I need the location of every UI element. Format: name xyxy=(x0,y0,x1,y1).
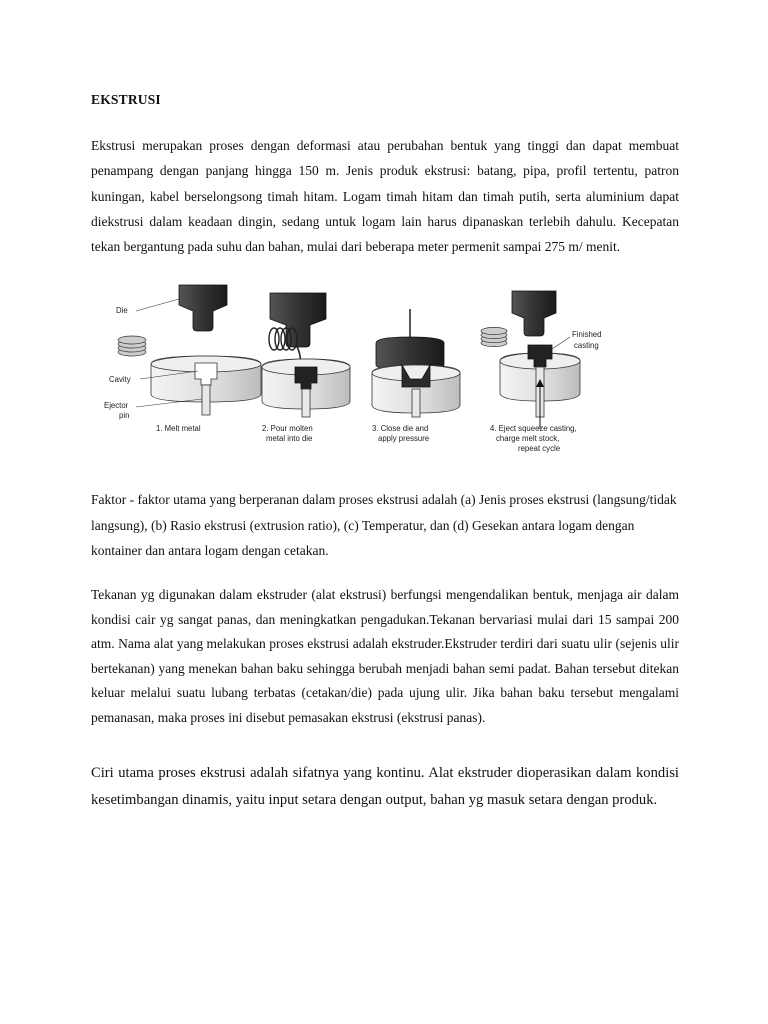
paragraph-intro: Ekstrusi merupakan proses dengan deformasi atau perubahan bentuk yang tinggi dan dapat membuat penampang dengan panjang hingga 150 m. Jenis produk ekstrusi: batang, pipa, profil tertentu, patron kuningan, kabel berselongsong timah hitam. Logam timah hitam dan timah putih, serta aluminium dapat diekstrusi dalam keadaan dingin, sedang untuk logam lain harus dipanaskan terlebih dahulu. Kecepatan tekan bergantung pada suhu dan bahan, mulai dari beberapa meter permenit sampai 275 m/ menit. xyxy=(91,138,679,255)
step-3-caption-line1: 3. Close die and xyxy=(372,424,429,433)
label-finished-line2: casting xyxy=(574,341,599,350)
label-die: Die xyxy=(116,306,128,315)
document-title: EKSTRUSI xyxy=(91,92,161,107)
stage-4-diagram xyxy=(481,291,580,429)
stage-2-diagram xyxy=(262,293,350,417)
label-ejector-line2: pin xyxy=(119,411,130,420)
paragraph-characteristics: Ciri utama proses ekstrusi adalah sifatnya yang kontinu. Alat ekstruder dioperasikan dalam kondisi kesetimbangan dinamis, yaitu input setara dengan output, bahan yg masuk setara dengan produk. xyxy=(91,765,679,808)
step-4-caption-line2: charge melt stock, xyxy=(496,434,560,443)
squeeze-casting-figure xyxy=(96,279,616,459)
step-2-caption-line2: metal into die xyxy=(266,434,313,443)
label-ejector-line1: Ejector xyxy=(104,401,129,410)
step-4-caption-line3: repeat cycle xyxy=(518,444,561,453)
label-cavity: Cavity xyxy=(109,375,131,384)
paragraph-pressure: Tekanan yg digunakan dalam ekstruder (alat ekstrusi) berfungsi mengendalikan bentuk, menjaga air dalam kondisi cair yg sangat panas, dan meningkatkan pengadukan.Tekanan bervariasi mulai dari 15 sampai 200 atm. Nama alat yang melakukan proses ekstrusi adalah ekstruder.Ekstruder terdiri dari suatu ulir (sejenis ulir bertekanan) yang menekan bahan baku sehingga berubah menjadi bahan semi padat. Bahan tersebut ditekan keluar melalui suatu lubang terbatas (cetakan/die) pada ujung ulir. Jika bahan baku tersebut mengalami pemanasan, maka proses ini disebut pemasakan ekstrusi (ekstrusi panas). xyxy=(91,587,679,725)
step-2-caption-line1: 2. Pour molten xyxy=(262,424,313,433)
step-4-caption-line1: 4. Eject squeeze casting, xyxy=(490,424,577,433)
step-1-caption: 1. Melt metal xyxy=(156,424,201,433)
label-finished-line1: Finished xyxy=(572,330,602,339)
stage-1-diagram xyxy=(118,285,261,415)
paragraph-factors: Faktor - faktor utama yang berperanan dalam proses ekstrusi adalah (a) Jenis proses ekstrusi (langsung/tidak langsung), (b) Rasio ekstrusi (extrusion ratio), (c) Temperatur, dan (d) Gesekan antara logam dengan kontainer dan antara logam dengan cetakan. xyxy=(91,492,677,558)
stage-3-diagram xyxy=(372,309,460,417)
step-3-caption-line2: apply pressure xyxy=(378,434,430,443)
